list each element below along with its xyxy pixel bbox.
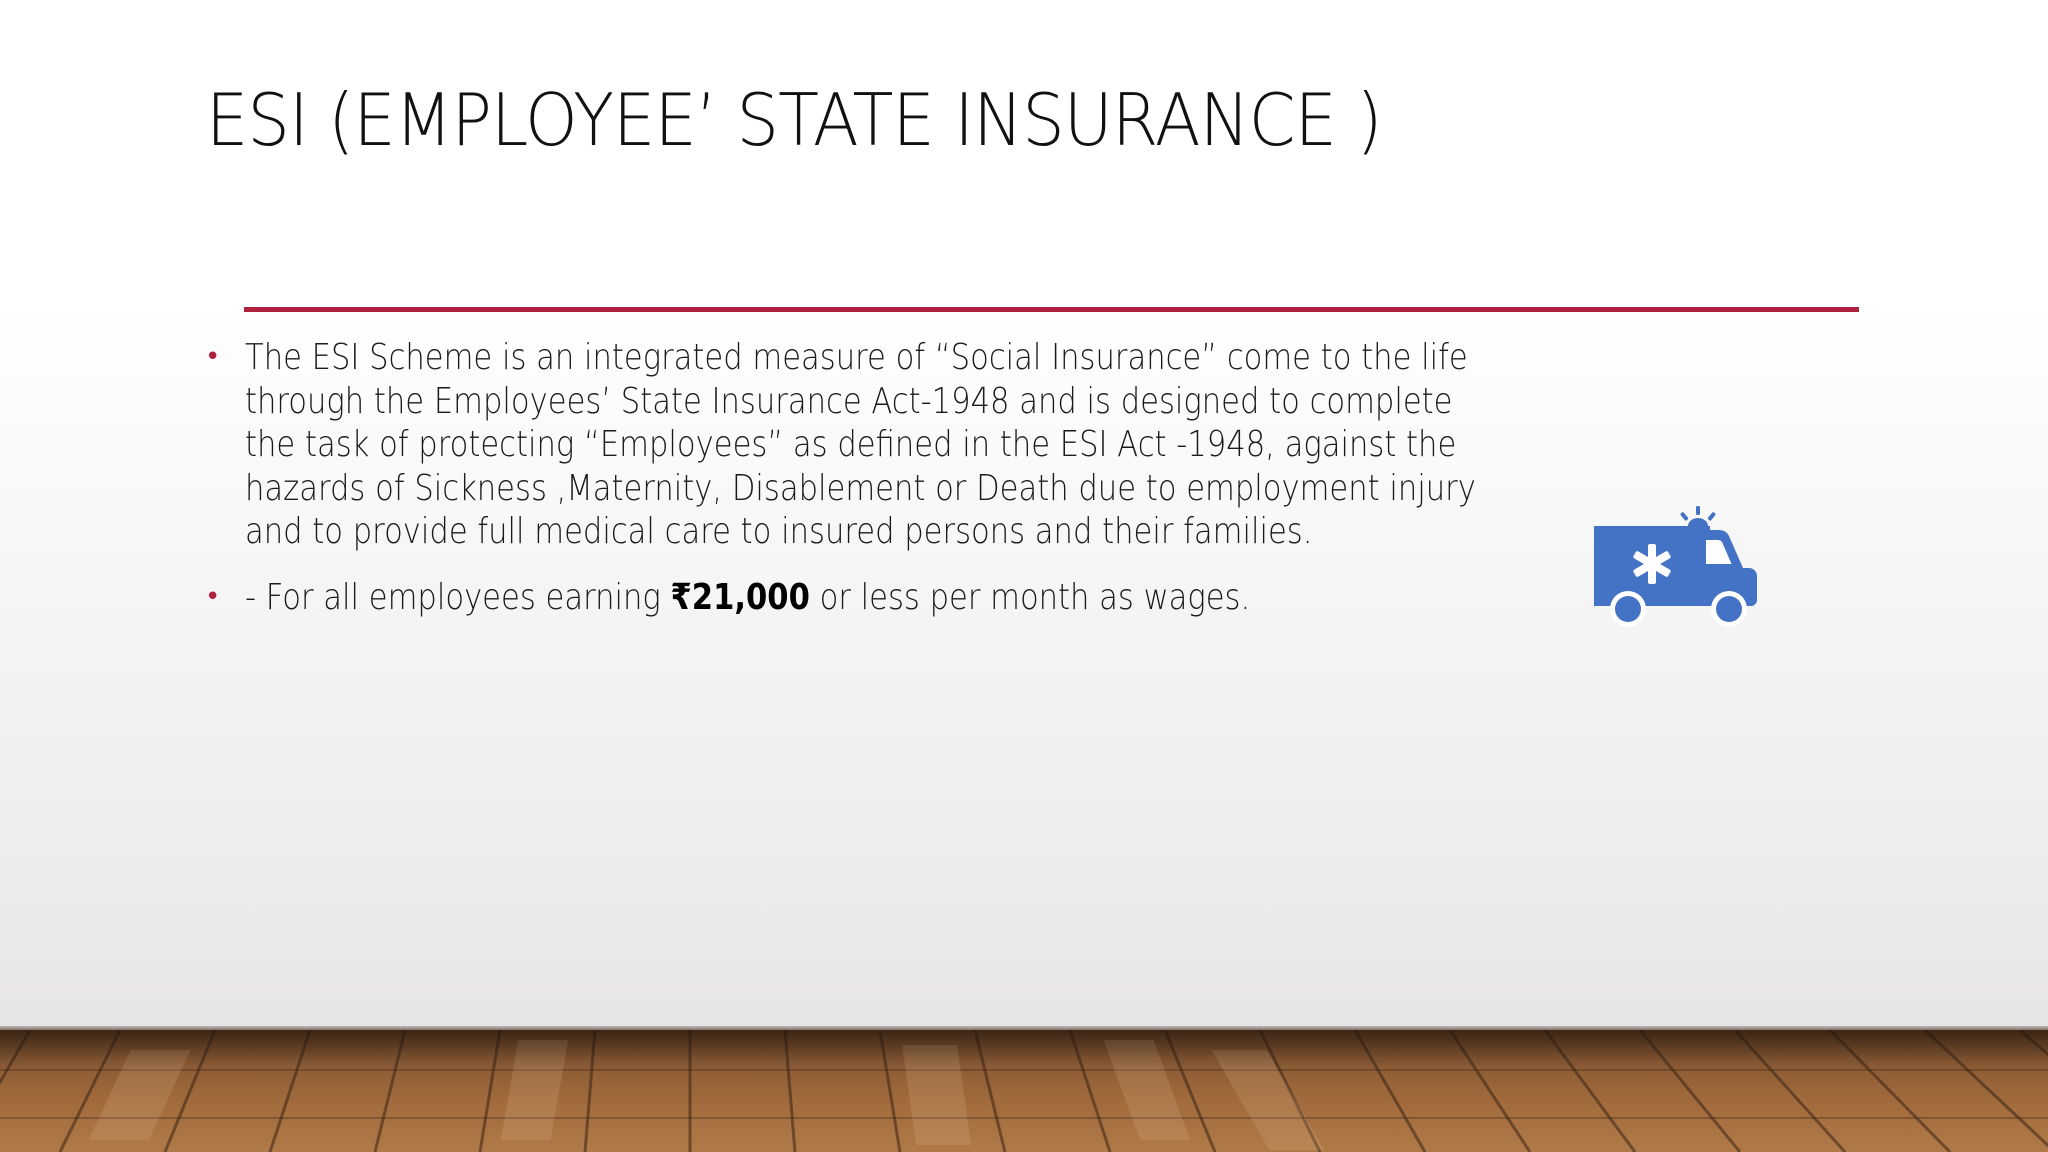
wooden-floor — [0, 1030, 2048, 1152]
bullet-item — [205, 576, 1435, 620]
title-divider — [244, 307, 1859, 312]
bullet-item — [205, 336, 1476, 554]
bullet-dot-icon: • — [205, 581, 221, 612]
wage-suffix: or less per month as wages. — [809, 576, 1251, 618]
wage-prefix: - For all employees earning — [245, 576, 671, 618]
bullet-list — [205, 336, 1476, 619]
bullet-text — [245, 576, 1478, 620]
bullet-dot-icon: • — [205, 342, 221, 372]
wage-amount: ₹21,000 — [670, 576, 810, 618]
ambulance-icon — [1594, 506, 1760, 628]
slide-title: ESI (EMPLOYEE’ STATE INSURANCE ) — [206, 78, 1382, 162]
bullet-text: The ESI Scheme is an integrated measure of “Social Insurance” come to the life through the Employees’ State Insurance Act-1948 and is designed to complete the task of protecting “Employees” as defined in the ESI Act -1948, against the hazards of Sickness ,Maternity, Disablement or Death due to employment injury and to provide full medical care to insured persons and their families. — [245, 337, 1476, 552]
